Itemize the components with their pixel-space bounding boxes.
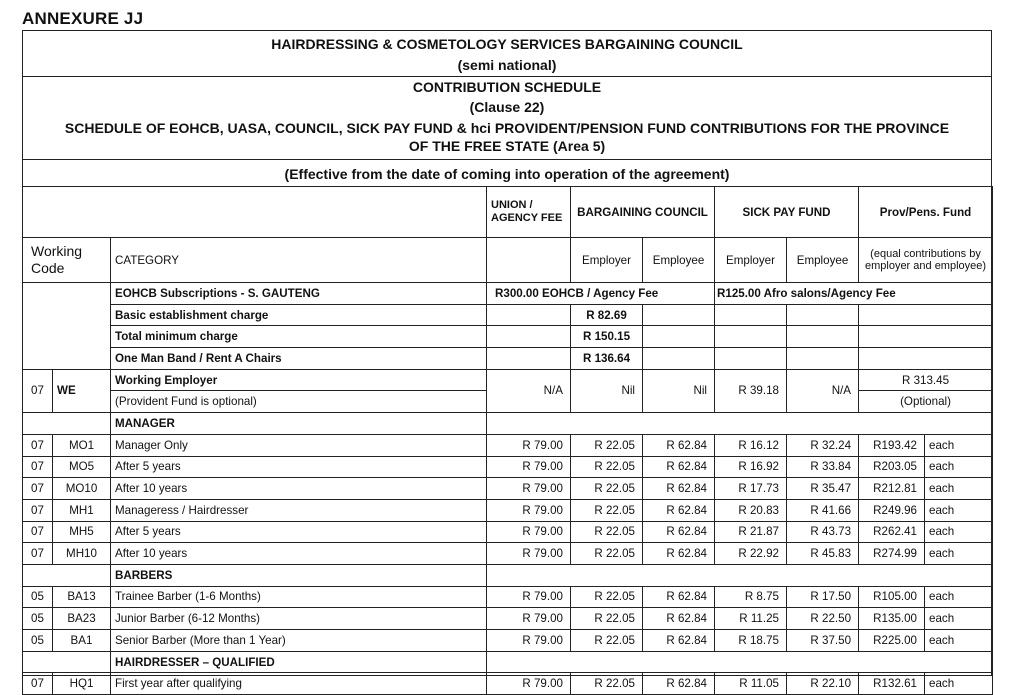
manager-section-title: MANAGER: [111, 413, 487, 435]
working-employer-prov: R 313.45: [859, 369, 993, 391]
council-employer-cell: R 22.05: [571, 521, 643, 543]
sick-employer-cell: R 21.87: [715, 521, 787, 543]
sub-code-cell: BA13: [53, 586, 111, 608]
sick-employee-cell: R 22.10: [787, 673, 859, 695]
code-cell: 07: [23, 521, 53, 543]
sick-employee-cell: R 17.50: [787, 586, 859, 608]
prov-fund-cell: R262.41: [859, 521, 925, 543]
basic-charge-label: Basic establishment charge: [111, 304, 487, 326]
eohcb-label: EOHCB Subscriptions - S. GAUTENG: [111, 283, 487, 305]
working-employer-row: [23, 369, 993, 391]
union-fee-header: UNION / AGENCY FEE: [487, 187, 571, 238]
afro-fee: R125.00 Afro salons/Agency Fee: [715, 283, 993, 305]
prov-fund-header: Prov/Pens. Fund: [859, 187, 993, 238]
basic-charge-row: [23, 304, 993, 326]
sub-code-cell: MH1: [53, 499, 111, 521]
sick-employee-header: Employee: [787, 238, 859, 283]
category-cell: After 5 years: [111, 521, 487, 543]
sick-employee-cell: R 22.50: [787, 608, 859, 630]
category-header: CATEGORY: [111, 238, 487, 283]
category-cell: Senior Barber (More than 1 Year): [111, 630, 487, 652]
union-fee-cell: R 79.00: [487, 608, 571, 630]
table-row: [23, 543, 993, 565]
council-employee-header: Employee: [643, 238, 715, 283]
council-employer-cell: R 22.05: [571, 499, 643, 521]
union-fee-cell: R 79.00: [487, 478, 571, 500]
prov-fund-cell: R249.96: [859, 499, 925, 521]
category-cell: First year after qualifying: [111, 673, 487, 695]
working-employer-note: (Provident Fund is optional): [111, 391, 487, 413]
council-employee-cell: R 62.84: [643, 521, 715, 543]
sick-employer-cell: R 11.05: [715, 673, 787, 695]
each-cell: each: [925, 673, 993, 695]
code-cell: 07: [23, 456, 53, 478]
union-fee-cell: R 79.00: [487, 630, 571, 652]
sub-code-cell: HQ1: [53, 673, 111, 695]
code-cell: 07: [23, 543, 53, 565]
prov-fund-cell: R274.99: [859, 543, 925, 565]
union-fee-cell: R 79.00: [487, 521, 571, 543]
sick-employee-cell: R 32.24: [787, 434, 859, 456]
table-row: [23, 499, 993, 521]
union-fee-cell: R 79.00: [487, 586, 571, 608]
council-employee-cell: R 62.84: [643, 608, 715, 630]
each-cell: each: [925, 608, 993, 630]
sub-code-cell: BA1: [53, 630, 111, 652]
union-fee-cell: R 79.00: [487, 499, 571, 521]
each-cell: each: [925, 586, 993, 608]
table-row: [23, 456, 993, 478]
sub-code-cell: MO5: [53, 456, 111, 478]
sick-employee-cell: R 33.84: [787, 456, 859, 478]
working-sub-code: WE: [53, 369, 111, 412]
category-cell: Junior Barber (6-12 Months): [111, 608, 487, 630]
working-employer-union: N/A: [487, 369, 571, 412]
clause-ref: (Clause 22): [469, 99, 545, 115]
each-cell: each: [925, 499, 993, 521]
prov-fund-cell: R105.00: [859, 586, 925, 608]
union-fee-cell: R 79.00: [487, 543, 571, 565]
table-row: [23, 673, 993, 695]
code-cell: 07: [23, 673, 53, 695]
contribution-table: [22, 186, 993, 695]
category-cell: Manager Only: [111, 434, 487, 456]
sub-code-cell: MH5: [53, 521, 111, 543]
council-employee-cell: R 62.84: [643, 543, 715, 565]
annexure-title: ANNEXURE JJ: [22, 9, 144, 28]
sub-code-cell: MO1: [53, 434, 111, 456]
category-cell: After 10 years: [111, 478, 487, 500]
schedule-title: CONTRIBUTION SCHEDULE: [412, 79, 602, 95]
council-employee-cell: R 62.84: [643, 630, 715, 652]
council-employee-cell: R 62.84: [643, 478, 715, 500]
council-employer-cell: R 22.05: [571, 543, 643, 565]
divider: [23, 159, 991, 160]
council-employer-header: Employer: [571, 238, 643, 283]
table-row: [23, 630, 993, 652]
manager-section-row: [23, 413, 993, 435]
basic-charge-value: R 82.69: [571, 304, 643, 326]
hairdresser-section-row: [23, 651, 993, 673]
sick-employer-cell: R 8.75: [715, 586, 787, 608]
council-employee-cell: R 62.84: [643, 499, 715, 521]
table-row: [23, 478, 993, 500]
sick-employer-cell: R 11.25: [715, 608, 787, 630]
sick-employer-cell: R 22.92: [715, 543, 787, 565]
prov-fund-cell: R132.61: [859, 673, 925, 695]
council-employer-cell: R 22.05: [571, 434, 643, 456]
sick-employer-cell: R 16.92: [715, 456, 787, 478]
council-employee-cell: R 62.84: [643, 673, 715, 695]
barbers-section-title: BARBERS: [111, 564, 487, 586]
council-scope: (semi national): [457, 57, 557, 73]
eohcb-fee: R300.00 EOHCB / Agency Fee: [487, 283, 715, 305]
eohcb-row: [23, 283, 993, 305]
sick-employer-cell: R 17.73: [715, 478, 787, 500]
union-fee-cell: R 79.00: [487, 673, 571, 695]
effective-note: (Effective from the date of coming into operation of the agreement): [284, 166, 730, 182]
sub-code-cell: MO10: [53, 478, 111, 500]
prov-note: (equal contributions by employer and employee): [859, 238, 993, 283]
table-row: [23, 586, 993, 608]
code-cell: 05: [23, 608, 53, 630]
council-employer-cell: R 22.05: [571, 673, 643, 695]
each-cell: each: [925, 434, 993, 456]
sub-code-cell: MH10: [53, 543, 111, 565]
working-employer-council-employer: Nil: [571, 369, 643, 412]
each-cell: each: [925, 456, 993, 478]
working-employer-council-employee: Nil: [643, 369, 715, 412]
sick-fund-header: SICK PAY FUND: [715, 187, 859, 238]
barbers-section-row: [23, 564, 993, 586]
total-charge-row: [23, 326, 993, 348]
one-man-band-row: [23, 348, 993, 370]
working-code: 07: [23, 369, 53, 412]
category-cell: Trainee Barber (1-6 Months): [111, 586, 487, 608]
sick-employee-cell: R 35.47: [787, 478, 859, 500]
each-cell: each: [925, 521, 993, 543]
prov-fund-cell: R193.42: [859, 434, 925, 456]
table-row: [23, 608, 993, 630]
sick-employee-cell: R 41.66: [787, 499, 859, 521]
sub-code-cell: BA23: [53, 608, 111, 630]
total-charge-label: Total minimum charge: [111, 326, 487, 348]
code-cell: 07: [23, 499, 53, 521]
sick-employer-cell: R 20.83: [715, 499, 787, 521]
code-cell: 07: [23, 478, 53, 500]
sick-employer-cell: R 18.75: [715, 630, 787, 652]
one-man-band-label: One Man Band / Rent A Chairs: [111, 348, 487, 370]
contribution-schedule: [22, 30, 992, 691]
sick-employee-cell: R 37.50: [787, 630, 859, 652]
category-cell: After 5 years: [111, 456, 487, 478]
code-cell: 05: [23, 630, 53, 652]
category-cell: After 10 years: [111, 543, 487, 565]
council-header: BARGAINING COUNCIL: [571, 187, 715, 238]
one-man-band-value: R 136.64: [571, 348, 643, 370]
column-group-header: [23, 187, 993, 238]
schedule-description: SCHEDULE OF EOHCB, UASA, COUNCIL, SICK PAY FUND & hci PROVIDENT/PENSION FUND CONTRIBUTIONS FOR THE PROVINCE: [64, 120, 950, 136]
code-cell: 05: [23, 586, 53, 608]
council-name: HAIRDRESSING & COSMETOLOGY SERVICES BARGAINING COUNCIL: [271, 36, 743, 52]
prov-fund-cell: R135.00: [859, 608, 925, 630]
schedule-area: OF THE FREE STATE (Area 5): [408, 138, 606, 154]
working-employer-sick-employee: N/A: [787, 369, 859, 412]
sick-employer-cell: R 16.12: [715, 434, 787, 456]
working-employer-sick-employer: R 39.18: [715, 369, 787, 412]
working-employer-prov-note: (Optional): [859, 391, 993, 413]
council-employee-cell: R 62.84: [643, 586, 715, 608]
prov-fund-cell: R203.05: [859, 456, 925, 478]
sick-employee-cell: R 43.73: [787, 521, 859, 543]
hairdresser-section-title: HAIRDRESSER – QUALIFIED: [111, 651, 487, 673]
council-employee-cell: R 62.84: [643, 434, 715, 456]
total-charge-value: R 150.15: [571, 326, 643, 348]
table-row: [23, 521, 993, 543]
council-employer-cell: R 22.05: [571, 456, 643, 478]
prov-fund-cell: R212.81: [859, 478, 925, 500]
council-employer-cell: R 22.05: [571, 586, 643, 608]
council-employee-cell: R 62.84: [643, 456, 715, 478]
union-fee-cell: R 79.00: [487, 456, 571, 478]
sick-employee-cell: R 45.83: [787, 543, 859, 565]
council-employer-cell: R 22.05: [571, 608, 643, 630]
each-cell: each: [925, 543, 993, 565]
column-subheader: [23, 238, 993, 283]
sick-employer-header: Employer: [715, 238, 787, 283]
prov-fund-cell: R225.00: [859, 630, 925, 652]
council-employer-cell: R 22.05: [571, 630, 643, 652]
union-fee-cell: R 79.00: [487, 434, 571, 456]
working-employer-label: Working Employer: [111, 369, 487, 391]
table-row: [23, 434, 993, 456]
category-cell: Manageress / Hairdresser: [111, 499, 487, 521]
working-code-header: Working Code: [23, 238, 111, 283]
each-cell: each: [925, 630, 993, 652]
each-cell: each: [925, 478, 993, 500]
code-cell: 07: [23, 434, 53, 456]
council-employer-cell: R 22.05: [571, 478, 643, 500]
